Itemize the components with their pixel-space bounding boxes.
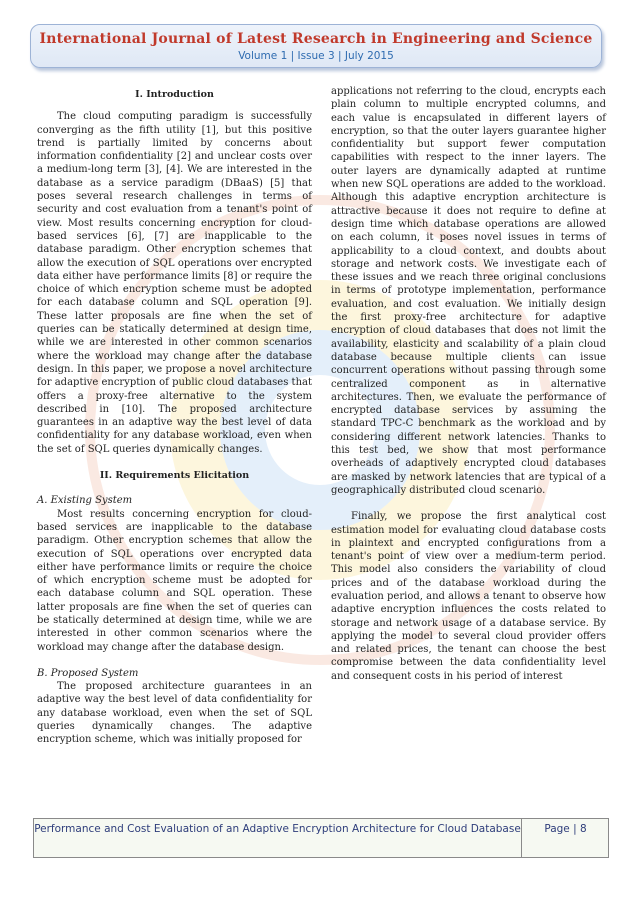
page-footer	[33, 818, 609, 858]
left-column	[37, 88, 312, 747]
right-column	[331, 85, 606, 683]
proposed-system-paragraph: The proposed architecture guarantees in an adaptive way the best level of data confidentiality for any database workload, even when the set of SQL queries dynamically changes. The adaptive encryption scheme, which was initially proposed for	[37, 681, 312, 746]
section-heading-requirements: II. Requirements Elicitation	[99, 470, 250, 482]
continued-paragraph: applications not referring to the cloud, encrypts each plain column to multiple encrypted columns, and each value is encapsulated in different layers of encryption, so that the outer layers guarantee higher confidentiality but support fewer computation capabilities with respect to the inner layers. The outer layers are dynamically adapted at runtime when new SQL operations are added to the workload. Although this adaptive encryption architecture is attractive because it does not require to define at design time which database operations are allowed on each column, it poses novel issues in terms of applicability to a cloud context, and doubts about storage and network costs. We investigate each of these issues and we reach three original conclusions in terms of prototype implementation, performance evaluation, and cost evaluation. We initially design the first proxy-free architecture for adaptive encryption of cloud databases that does not limit the availability, elasticity and scalability of a plain cloud database because multiple clients can issue concurrent operations without passing through some centralized component as in alternative architectures. Then, we evaluate the performance of encrypted database services by assuming the standard TPC-C benchmark as the workload and by considering different network latencies. Thanks to this test bed, we show that most performance overheads of adaptively encrypted cloud databases are masked by network latencies that are typical of a geographically distributed cloud scenario.	[331, 86, 606, 496]
journal-header	[30, 24, 602, 68]
section-heading-introduction: I. Introduction	[135, 89, 214, 100]
cost-model-paragraph: Finally, we propose the first analytical cost estimation model for evaluating cloud database costs in plaintext and encrypted configurations from a tenant's point of view over a medium-term period. This model also considers the variability of cloud prices and of the database workload during the evaluation period, and allows a tenant to observe how adaptive encryption influences the costs related to storage and network usage of a database service. By applying the model to several cloud provider offers and related prices, the tenant can choose the best compromise between the data confidentiality level and consequent costs in his period of interest	[331, 511, 606, 682]
journal-issue: Volume 1 | Issue 3 | July 2015	[238, 50, 394, 62]
footer-paper-title: Performance and Cost Evaluation of an Adaptive Encryption Architecture for Cloud Database	[34, 819, 522, 857]
footer-page-number: Page | 8	[544, 823, 587, 835]
subsection-existing-system: A. Existing System	[37, 495, 133, 507]
journal-title: International Journal of Latest Research in Engineering and Science	[39, 31, 593, 47]
subsection-proposed-system: B. Proposed System	[37, 667, 139, 679]
existing-system-paragraph: Most results concerning encryption for cloud-based services are inapplicable to the database paradigm. Other encryption schemes that allow the execution of SQL operations over encrypted data either have performance limits or require the choice of which encryption scheme must be adopted for each database column and SQL operation. These latter proposals are fine when the set of queries can be statically determined at design time, while we are interested in other common scenarios where the workload may change after the database design.	[37, 508, 312, 653]
intro-paragraph: The cloud computing paradigm is successfully converging as the fifth utility [1], but this positive trend is partially limited by concerns about information confidentiality [2] and unclear costs over a medium-long term [3], [4]. We are interested in the database as a service paradigm (DBaaS) [5] that poses several research challenges in terms of security and cost evaluation from a tenant's point of view. Most results concerning encryption for cloud-based services [6], [7] are inapplicable to the database paradigm. Other encryption schemes that allow the execution of SQL operations over encrypted data either have performance limits [8] or require the choice of which encryption scheme must be adopted for each database column and SQL operation [9]. These latter proposals are fine when the set of queries can be statically determined at design time, while we are interested in other common scenarios where the workload may change after the database design. In this paper, we propose a novel architecture for adaptive encryption of public cloud databases that offers a proxy-free alternative to the system described in [10]. The proposed architecture guarantees in an adaptive way the best level of data confidentiality for any database workload, even when the set of SQL queries dynamically changes.	[37, 111, 312, 455]
